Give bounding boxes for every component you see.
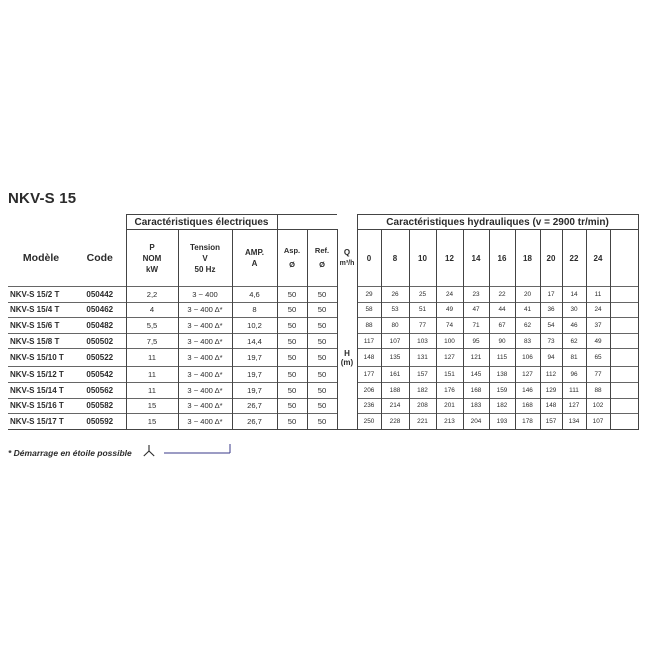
code-cell: 050562 <box>74 382 126 398</box>
amp-cell: 19,7 <box>232 367 277 383</box>
col-flow-8: 8 <box>381 230 409 287</box>
head-value-cell: 112 <box>540 367 562 383</box>
head-value-cell: 49 <box>586 333 610 349</box>
head-value-cell: 51 <box>409 302 436 318</box>
head-value-cell: 161 <box>381 367 409 383</box>
model-cell: NKV-S 15/17 T <box>8 414 74 430</box>
head-value-cell: 107 <box>586 414 610 430</box>
head-value-cell: 62 <box>562 333 586 349</box>
group-header-row <box>8 215 638 230</box>
head-value-cell: 188 <box>381 382 409 398</box>
code-cell: 050502 <box>74 333 126 349</box>
column-header-row <box>8 230 638 287</box>
head-value-cell: 134 <box>562 414 586 430</box>
asp-cell: 50 <box>277 349 307 367</box>
head-value-cell: 29 <box>357 287 381 303</box>
code-cell: 050592 <box>74 414 126 430</box>
model-cell: NKV-S 15/12 T <box>8 367 74 383</box>
table-row <box>8 318 638 334</box>
power-cell: 4 <box>126 302 178 318</box>
ref-cell: 50 <box>307 287 337 303</box>
asp-cell: 50 <box>277 333 307 349</box>
power-cell: 5,5 <box>126 318 178 334</box>
head-value-cell: 90 <box>489 333 515 349</box>
table-row <box>8 398 638 414</box>
col-asp: Asp. Ø <box>277 230 307 287</box>
head-value-cell: 47 <box>463 302 489 318</box>
code-cell: 050522 <box>74 349 126 367</box>
head-value-cell: 127 <box>515 367 540 383</box>
table-row <box>8 349 638 367</box>
head-value-cell: 96 <box>562 367 586 383</box>
power-cell: 15 <box>126 398 178 414</box>
head-value-cell: 37 <box>586 318 610 334</box>
head-value-cell: 73 <box>540 333 562 349</box>
head-value-cell: 208 <box>409 398 436 414</box>
head-label-cell <box>337 382 357 398</box>
ref-cell: 50 <box>307 367 337 383</box>
head-value-cell: 80 <box>381 318 409 334</box>
tension-cell: 3 ~ 400 Δ* <box>178 414 232 430</box>
col-tension: Tension V 50 Hz <box>178 230 232 287</box>
head-value-cell: 77 <box>409 318 436 334</box>
head-value-cell: 62 <box>515 318 540 334</box>
head-value-cell: 148 <box>357 349 381 367</box>
head-value-cell: 228 <box>381 414 409 430</box>
head-value-cell: 145 <box>463 367 489 383</box>
head-value-cell: 183 <box>463 398 489 414</box>
head-label-cell <box>337 398 357 414</box>
head-value-cell: 148 <box>540 398 562 414</box>
head-value-cell: 20 <box>515 287 540 303</box>
head-value-cell: 24 <box>586 302 610 318</box>
code-cell: 050442 <box>74 287 126 303</box>
tension-cell: 3 ~ 400 Δ* <box>178 382 232 398</box>
head-value-cell: 17 <box>540 287 562 303</box>
head-value-cell: 14 <box>562 287 586 303</box>
head-value-cell: 71 <box>463 318 489 334</box>
head-value-cell: 131 <box>409 349 436 367</box>
head-value-cell: 58 <box>357 302 381 318</box>
amp-cell: 19,7 <box>232 382 277 398</box>
power-cell: 11 <box>126 349 178 367</box>
head-value-cell: 157 <box>409 367 436 383</box>
code-cell: 050462 <box>74 302 126 318</box>
head-value-cell: 46 <box>562 318 586 334</box>
head-value-cell: 193 <box>489 414 515 430</box>
head-value-cell: 204 <box>463 414 489 430</box>
model-cell: NKV-S 15/6 T <box>8 318 74 334</box>
head-value-cell: 23 <box>463 287 489 303</box>
code-cell: 050582 <box>74 398 126 414</box>
table-row <box>8 414 638 430</box>
footnote: * Démarrage en étoile possible <box>8 448 132 458</box>
ref-cell: 50 <box>307 414 337 430</box>
asp-cell: 50 <box>277 414 307 430</box>
power-cell: 7,5 <box>126 333 178 349</box>
head-value-cell: 206 <box>357 382 381 398</box>
head-value-cell: 115 <box>489 349 515 367</box>
ref-cell: 50 <box>307 382 337 398</box>
col-flow-22: 22 <box>562 230 586 287</box>
head-value-cell: 53 <box>381 302 409 318</box>
head-value-cell: 26 <box>381 287 409 303</box>
head-value-cell: 182 <box>409 382 436 398</box>
tension-cell: 3 ~ 400 Δ* <box>178 302 232 318</box>
head-label-cell <box>337 287 357 303</box>
amp-cell: 26,7 <box>232 398 277 414</box>
head-value-cell: 81 <box>562 349 586 367</box>
head-value-cell: 107 <box>381 333 409 349</box>
head-value-cell: 65 <box>586 349 610 367</box>
head-value-cell: 25 <box>409 287 436 303</box>
tension-cell: 3 ~ 400 Δ* <box>178 349 232 367</box>
group-electrical: Caractéristiques électriques <box>126 215 277 230</box>
page-title: NKV-S 15 <box>8 190 77 207</box>
tension-cell: 3 ~ 400 <box>178 287 232 303</box>
ref-cell: 50 <box>307 349 337 367</box>
head-value-cell: 94 <box>540 349 562 367</box>
amp-cell: 14,4 <box>232 333 277 349</box>
star-connection-icon <box>142 444 156 458</box>
head-value-cell: 151 <box>436 367 463 383</box>
head-value-cell: 138 <box>489 367 515 383</box>
head-value-cell: 129 <box>540 382 562 398</box>
amp-cell: 19,7 <box>232 349 277 367</box>
col-flow-20: 20 <box>540 230 562 287</box>
model-cell: NKV-S 15/4 T <box>8 302 74 318</box>
head-label-cell: H (m) <box>337 349 357 367</box>
amp-cell: 4,6 <box>232 287 277 303</box>
head-value-cell: 157 <box>540 414 562 430</box>
note-underline <box>164 443 231 454</box>
head-value-cell: 22 <box>489 287 515 303</box>
asp-cell: 50 <box>277 302 307 318</box>
head-value-cell: 168 <box>463 382 489 398</box>
head-value-cell: 41 <box>515 302 540 318</box>
head-value-cell: 44 <box>489 302 515 318</box>
spec-table <box>8 214 639 430</box>
col-flow-12: 12 <box>436 230 463 287</box>
group-hydraulic: Caractéristiques hydrauliques (v = 2900 tr/min) <box>357 215 638 230</box>
head-value-cell: 127 <box>562 398 586 414</box>
ref-cell: 50 <box>307 333 337 349</box>
head-label-cell <box>337 414 357 430</box>
head-value-cell: 250 <box>357 414 381 430</box>
model-cell: NKV-S 15/8 T <box>8 333 74 349</box>
col-power: P NOM kW <box>126 230 178 287</box>
head-value-cell: 159 <box>489 382 515 398</box>
table-row <box>8 302 638 318</box>
col-amp: AMP. A <box>232 230 277 287</box>
tension-cell: 3 ~ 400 Δ* <box>178 398 232 414</box>
head-value-cell: 178 <box>515 414 540 430</box>
ref-cell: 50 <box>307 398 337 414</box>
tension-cell: 3 ~ 400 Δ* <box>178 367 232 383</box>
asp-cell: 50 <box>277 318 307 334</box>
head-value-cell: 49 <box>436 302 463 318</box>
asp-cell: 50 <box>277 398 307 414</box>
head-value-cell: 127 <box>436 349 463 367</box>
col-ref: Ref. Ø <box>307 230 337 287</box>
head-value-cell: 117 <box>357 333 381 349</box>
head-value-cell: 36 <box>540 302 562 318</box>
head-value-cell: 182 <box>489 398 515 414</box>
model-cell: NKV-S 15/14 T <box>8 382 74 398</box>
code-cell: 050542 <box>74 367 126 383</box>
model-cell: NKV-S 15/2 T <box>8 287 74 303</box>
power-cell: 11 <box>126 367 178 383</box>
head-value-cell: 176 <box>436 382 463 398</box>
col-flow-16: 16 <box>489 230 515 287</box>
power-cell: 11 <box>126 382 178 398</box>
head-value-cell: 146 <box>515 382 540 398</box>
power-cell: 2,2 <box>126 287 178 303</box>
head-value-cell: 77 <box>586 367 610 383</box>
table-row <box>8 382 638 398</box>
head-value-cell: 111 <box>562 382 586 398</box>
head-value-cell: 236 <box>357 398 381 414</box>
head-value-cell: 103 <box>409 333 436 349</box>
model-cell: NKV-S 15/16 T <box>8 398 74 414</box>
head-value-cell: 213 <box>436 414 463 430</box>
col-code: Code <box>86 251 113 264</box>
head-value-cell: 95 <box>463 333 489 349</box>
col-model: Modèle <box>22 251 60 264</box>
head-value-cell: 67 <box>489 318 515 334</box>
model-cell: NKV-S 15/10 T <box>8 349 74 367</box>
amp-cell: 26,7 <box>232 414 277 430</box>
head-value-cell: 74 <box>436 318 463 334</box>
head-label-cell <box>337 318 357 334</box>
asp-cell: 50 <box>277 287 307 303</box>
col-flow-18: 18 <box>515 230 540 287</box>
ref-cell: 50 <box>307 302 337 318</box>
amp-cell: 10,2 <box>232 318 277 334</box>
tension-cell: 3 ~ 400 Δ* <box>178 318 232 334</box>
col-flow-24: 24 <box>586 230 610 287</box>
head-value-cell: 201 <box>436 398 463 414</box>
ref-cell: 50 <box>307 318 337 334</box>
table-row <box>8 333 638 349</box>
head-value-cell: 121 <box>463 349 489 367</box>
asp-cell: 50 <box>277 367 307 383</box>
head-value-cell: 106 <box>515 349 540 367</box>
table-row <box>8 287 638 303</box>
head-value-cell: 214 <box>381 398 409 414</box>
head-value-cell: 102 <box>586 398 610 414</box>
code-cell: 050482 <box>74 318 126 334</box>
col-flow-14: 14 <box>463 230 489 287</box>
col-flow-10: 10 <box>409 230 436 287</box>
amp-cell: 8 <box>232 302 277 318</box>
head-value-cell: 88 <box>586 382 610 398</box>
head-value-cell: 88 <box>357 318 381 334</box>
head-value-cell: 221 <box>409 414 436 430</box>
head-value-cell: 54 <box>540 318 562 334</box>
head-value-cell: 135 <box>381 349 409 367</box>
table-row <box>8 367 638 383</box>
head-value-cell: 177 <box>357 367 381 383</box>
head-label-cell <box>337 302 357 318</box>
col-q: Q m³/h <box>337 230 357 287</box>
head-value-cell: 168 <box>515 398 540 414</box>
head-value-cell: 11 <box>586 287 610 303</box>
head-label-cell <box>337 367 357 383</box>
tension-cell: 3 ~ 400 Δ* <box>178 333 232 349</box>
head-label-cell <box>337 333 357 349</box>
head-value-cell: 100 <box>436 333 463 349</box>
asp-cell: 50 <box>277 382 307 398</box>
col-flow-0: 0 <box>357 230 381 287</box>
head-value-cell: 30 <box>562 302 586 318</box>
head-value-cell: 83 <box>515 333 540 349</box>
power-cell: 15 <box>126 414 178 430</box>
group-connections <box>277 215 337 230</box>
head-value-cell: 24 <box>436 287 463 303</box>
